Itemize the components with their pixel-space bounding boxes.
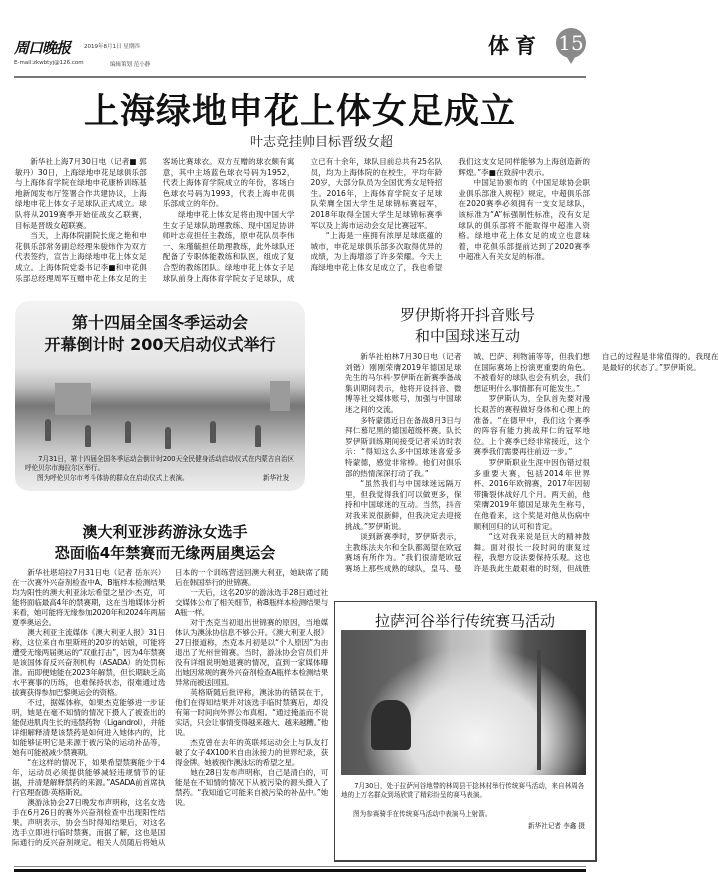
lead-headline: 上海绿地申花上体女足成立 bbox=[83, 91, 516, 132]
dancer bbox=[45, 419, 51, 441]
header-divider bbox=[14, 76, 586, 78]
building bbox=[55, 383, 91, 415]
paragraph: “虽然我们与中国球迷远隔万里，但我觉得我们可以做更多，保持和中国球迷的互动。当然，抖音对我来说很新鲜，但我决定去迎接挑战。”罗伊斯说。 bbox=[345, 479, 462, 531]
paragraph: 澳游泳协会27日晚发布声明称，这名女选手在6月26日的赛外兴奋剂检查中出现阳性结果。声明表示，协会当时得知结果后，对这名选手立即进行临时禁赛。而据了解，这也是国际通行的反兴奋剂规定。相关人员随后将她从日本的一个训练营送回澳大利亚，她缺席了随后在韩国举行的世锦赛。 bbox=[12, 568, 328, 847]
photo-credit: 新华社发 bbox=[263, 474, 290, 482]
swimmer-headline-line2: 恐面临4年禁赛而无缘两届奥运会 bbox=[54, 544, 276, 562]
winter-games-title-line1: 第十四届全国冬季运动会 bbox=[71, 313, 248, 332]
winter-games-caption-2: 图为呼伦贝尔市考斗体协的群众在启动仪式上表演。 bbox=[37, 474, 189, 482]
paragraph: 杰克曾在去年的英联邦运动会上与队友打破了女子4X100米自由泳接力的世界纪录，获得金牌。她被视作澳泳坛的希望之星。 bbox=[175, 738, 328, 767]
paragraph: “在这样的情况下，如果希望禁赛能少于4年，运动员必须提供能够减轻违规情节的证据，并清楚解释禁药的来源。”ASADA前首席执行官理查德·英格斯说。 bbox=[12, 758, 165, 797]
horse-race-box bbox=[334, 601, 597, 862]
reus-headline-line1: 罗伊斯将开抖音账号 bbox=[399, 306, 535, 324]
swimmer-headline-line1: 澳大利亚涉药游泳女选手 bbox=[82, 523, 248, 541]
footer-divider-thin bbox=[14, 866, 586, 867]
paragraph: 她在28日发布声明称，自己是清白的，可能是在不知情的情况下从被污染的源头摄入了禁药。“我知道它可能来自被污染的补品中。”她说。 bbox=[175, 768, 328, 807]
paragraph: 新华社柏林7月30日电（记者 刘锴）刚刚荣膺2019年德国足球先生的马尔科·罗伊斯在新赛季备战集训期间表示，他将开设抖音、微博等社交媒体账号，加强与中国球迷之间的交流。 bbox=[345, 352, 462, 414]
contact-email: E-mail:zkwbtyj@126.com bbox=[14, 60, 84, 66]
paragraph: “上海是一座拥有浓厚足球底蕴的城市，申花足球俱乐部多次取得优异的成绩，为上海增添了许多荣耀。今天上海绿地申花上体女足成立了，我也希望我们这支女足同样能够为上海创造新的辉煌。”李■在致辞中表示。 bbox=[310, 157, 590, 272]
paragraph: 当天，上海体院副院长庞之艳和申花俱乐部常务副总经理朱骏炜作为双方代表签约，宣告上海绿地申花上体女足成立。上海体院党委书记李■和申花俱乐部总经理周军互赠申花上体女足的主客场比赛球衣。双方互赠的球衣颇有寓意，其中主场蓝色球衣号码为1952，代表上海体育学院成立的年份，客场白色球衣号码为1993，代表上海申花俱乐部成立的年份。 bbox=[15, 157, 295, 283]
swimmer-article-body bbox=[12, 568, 328, 864]
reus-headline-line2: 和中国球迷互动 bbox=[414, 327, 520, 345]
winter-games-title-line2: 开幕倒计时 200天启动仪式举行 bbox=[44, 335, 276, 354]
dancer bbox=[85, 425, 91, 447]
horse-race-headline: 拉萨河谷举行传统赛马活动 bbox=[374, 612, 555, 630]
swimmer-headline bbox=[15, 522, 315, 564]
paragraph: 新华社堪培拉7月31日电（记者 岳东兴）在一次赛外兴奋剂检查中A、B瓶样本检测结果均为阳性的澳大利亚泳坛希望之星沙·杰克，可能将面临最高4年的禁赛期，这在当地媒体分析来看，她可能将无缘参加2020年和2024年两届夏季奥运会。 bbox=[12, 568, 165, 627]
paragraph: 一天后，这名20岁的游泳选手28日通过社交媒体公布了相关细节，称B瓶样本检测结果与A瓶一样。 bbox=[175, 588, 328, 617]
reus-article-body bbox=[345, 352, 719, 582]
lead-article-body bbox=[15, 157, 590, 287]
paragraph: 英格斯随后批评称，澳泳协的错误在于，他们在得知结果并对该选手临时禁赛后，却没有第一时间向外界公布真相。“通过掩盖而不说实话，只会让事情变得越来越大、越来越糟。”他说。 bbox=[175, 688, 329, 737]
pole bbox=[537, 650, 541, 770]
dancer bbox=[165, 427, 171, 449]
section-title: 体育 bbox=[488, 33, 542, 58]
dancer bbox=[255, 425, 261, 447]
photo-credit: 新华社记者 李鑫 摄 bbox=[528, 822, 585, 830]
horse-rider bbox=[371, 700, 411, 750]
horse-race-caption: 7月30日，处于拉萨河谷地带的林周县干捻林村举行传统赛马活动，来自林周各地的上万名群众到场欣赏了精彩纷呈的赛马表演。 bbox=[341, 782, 585, 799]
dancer bbox=[210, 421, 216, 443]
paragraph: 罗伊斯职业生涯中因伤错过很多重要大赛，包括2014年世界杯、2016年欧锦赛，2017年因韧带撕裂休战好几个月。两天前，他荣膺2019年德国足球先生称号，在他看来，这个奖是对他从伤病中顺利回归的认可和肯定。 bbox=[473, 457, 590, 531]
page-number-badge: 15 bbox=[556, 28, 586, 58]
lead-subhead: 叶志竞挂帅目标晋级女超 bbox=[250, 135, 394, 150]
paragraph: 新华社上海7月30日电（记者■ 郭敏丹）30日，上海绿地申花足球俱乐部与上海体育学院在绿地申花康桥训练基地新闻发布厅签署合作共建协议，上海绿地申花上体女子足球队正式成立。球队将从2019赛季开始征战女乙联赛，目标是晋级女超联赛。 bbox=[15, 157, 147, 230]
paragraph: 中国足协颁布的《中国足球协会职业俱乐部准入规程》规定，中超俱乐部在2020赛季必须拥有一支女足球队，该标准为“A”标强制性标准，没有女足球队的俱乐部将不能取得中超准入资格。绿地申花上体女足的成立也意味着，申花俱乐部提前达到了2020赛季中超准入有关女足的标准。 bbox=[458, 178, 590, 262]
horse-race-caption-2: 图为参赛骑手在传统赛马活动中表演马上射箭。 bbox=[353, 810, 492, 818]
paragraph: 不过，据媒体称，如果杰克能够进一步证明，她是在毫不知情的情况下摄入了被查出的能促进肌肉生长的违禁药物（Ligandrol），并能详细解释清楚该禁药是如何进入她体内的，比如能够证明它是来源于被污染的运动补品等，她有可能被减少禁赛期。 bbox=[12, 698, 165, 757]
paragraph: 罗伊斯认为，全队首先要对漫长艰苦的赛程做好身体和心理上的准备。“在德甲中，我们这个赛季的阵容有能力挑战拜仁的冠军地位。上个赛季已经非常接近，这个赛季我们需要再往前迈一步。” bbox=[473, 394, 590, 457]
newspaper-logo: 周口晚报 bbox=[14, 39, 71, 57]
horse-race-photo bbox=[341, 630, 586, 775]
reus-headline bbox=[340, 305, 595, 347]
paragraph: 澳大利亚主流媒体《澳大利亚人报》31日称，这位来自布里斯班的20岁的姑娘，可能将遭受无缘两届奥运的“双重打击”，因为4年禁赛是该国体育反兴奋剂机构（ASADA）的处罚标准。而即便她能在2023年解禁，但长期缺乏高水平赛事的历练，也难保持状态，很难通过选拔赛获得参加巴黎奥运会的资格。 bbox=[12, 628, 165, 697]
paragraph: 绿地申花上体女足将由现中国大学生女子足球队助理教练、现中国足协讲师叶志竞担任主教练，原申花队员李伟一、朱瑾毓担任助理教练，此外球队还配备了专职体能教练和队医，组成了复合型的教练团队。绿地申花上体女子足球队前身上海体育学院女子足球队，成立已有十余年，球队目前总共有25名队员，均为上海体院的在校生，平均年龄20岁，大部分队员为全国优秀女足特招生。2016年，上海体育学院女子足球队荣膺全国大学生足球锦标赛冠军，2018年取得全国大学生足球锦标赛季军以及上海市运动会女足比赛冠军。 bbox=[162, 157, 443, 283]
editor-credit: 编辑策划 范小静 bbox=[110, 62, 151, 68]
winter-games-caption: 7月31日，第十四届全国冬季运动会倒计时200天全民健身活动启动仪式在内蒙古自治区呼伦贝尔市海拉尔区举行。 bbox=[25, 455, 295, 472]
paragraph: 谈到新赛季时，罗伊斯表示，主教练法夫尔和全队都渴望在欧冠赛场有所作为。“我们很清楚欧冠赛场上那些成熟的球队，皇马、曼城、巴萨、利物浦等等，但我们想在国际赛场上扮演更重要的角色。不被看好的球队也会有机会，我们想证明什么事情都有可能发生。” bbox=[345, 352, 590, 573]
paragraph: “这对我来说是巨大的精神鼓舞。面对很长一段时间的康复过程，我想方设法要保持乐观。这也许是我此生最艰难的时刻，但战胜自己的过程是非常值得的。我现在是最好的状态了。”罗伊斯说。 bbox=[473, 352, 719, 573]
issue-date: 2019年8月1日 星期四 bbox=[84, 44, 140, 50]
paragraph: 多特蒙德近日在备战8月3日与拜仁慕尼黑的德国超级杯赛。队长罗伊斯训练期间接受记者采访时表示：“得知这么多中国球迷喜爱多特蒙德，感觉非常棒。他们对俱乐部的热情深深打动了我。” bbox=[345, 415, 462, 478]
building bbox=[270, 381, 290, 411]
footer-divider-thick bbox=[14, 869, 586, 872]
paragraph: 对于杰克当初退出世锦赛的原因，当地媒体认为澳泳协信息不够公开。《澳大利亚人报》27日报道称，杰克本月初是以“个人原因”为由退出了光州世锦赛。当时，游泳协会官员们并没有详细说明她退赛的情况，直到一家媒体曝出她因常规的赛外兴奋剂检查A瓶样本检测结果异常而被送回国。 bbox=[175, 618, 328, 687]
winter-games-photo bbox=[15, 301, 305, 491]
dancer bbox=[125, 421, 131, 443]
